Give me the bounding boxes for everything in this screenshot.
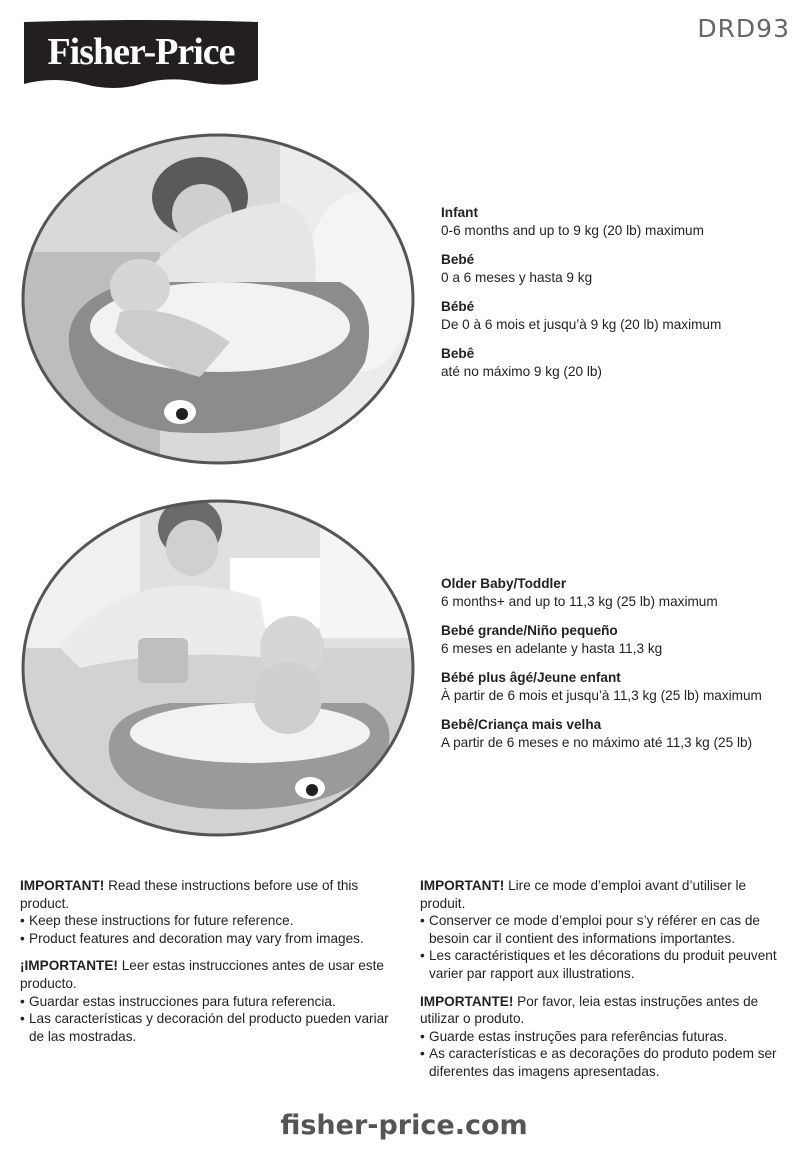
weight-title: Bebê/Criança mais velha: [441, 717, 602, 732]
toddler-weight-limits: [441, 575, 762, 763]
weight-detail: De 0 à 6 mois et jusqu’à 9 kg (20 lb) maximum: [441, 317, 722, 332]
weight-title: Bebê: [441, 346, 475, 361]
important-notices-right: [420, 877, 794, 1091]
weight-group-en: [441, 575, 762, 611]
important-bullets: [20, 993, 390, 1046]
important-heading: ¡IMPORTANTE!: [20, 958, 118, 974]
logo-text: Fisher-Price: [47, 31, 235, 73]
weight-group-pt: [441, 716, 762, 752]
important-lead-text: Lire ce mode d’emploi avant d’utiliser le produit.: [420, 878, 747, 911]
toddler-bath-photo: [20, 498, 416, 838]
important-bullets: [20, 912, 390, 947]
weight-title: Older Baby/Toddler: [441, 576, 567, 591]
bullet-item: • Les caractéristiques et les décorations du produit peuvent varier par rapport aux illustrations.: [420, 947, 794, 982]
important-pt: [420, 993, 794, 1081]
bullet-item: • Guarde estas instruções para referências futuras.: [420, 1028, 794, 1046]
important-notices-left: [20, 877, 390, 1055]
important-lead: [420, 877, 794, 912]
weight-group-en: [441, 204, 721, 240]
important-es: [20, 957, 390, 1045]
weight-title: Bebé grande/Niño pequeño: [441, 623, 618, 638]
important-lead-text: Read these instructions before use of this product.: [20, 878, 359, 911]
weight-detail: 0 a 6 meses y hasta 9 kg: [441, 270, 593, 285]
weight-group-fr: [441, 669, 762, 705]
infant-bath-photo: [20, 132, 416, 466]
bullet-item: • Las características y decoración del producto pueden variar de las mostradas.: [20, 1010, 390, 1045]
bullet-item: • As características e as decorações do produto podem ser diferentes das imagens apresentadas.: [420, 1045, 794, 1080]
important-heading: IMPORTANT!: [420, 878, 505, 893]
bullet-item: • Conserver ce mode d’emploi pour s’y référer en cas de besoin car il contient des informations importantes.: [420, 912, 794, 947]
important-bullets: [420, 1028, 794, 1081]
important-lead-text: Por favor, leia estas instruções antes de utilizar o produto.: [420, 993, 759, 1027]
weight-group-fr: [441, 298, 721, 334]
infant-weight-limits: [441, 204, 721, 392]
mother-bathing-toddler-illustration: [20, 498, 416, 838]
important-heading: IMPORTANTE!: [420, 993, 514, 1009]
weight-detail: À partir de 6 mois et jusqu’à 11,3 kg (25 lb) maximum: [441, 688, 762, 703]
weight-detail: 0-6 months and up to 9 kg (20 lb) maximum: [441, 223, 704, 238]
weight-group-es: [441, 622, 762, 658]
weight-title: Bebé: [441, 252, 475, 267]
bullet-item: • Guardar estas instrucciones para futura referencia.: [20, 993, 390, 1011]
important-lead: [20, 877, 390, 912]
weight-detail: 6 meses en adelante y hasta 11,3 kg: [441, 641, 663, 656]
website-link[interactable]: fisher-price.com: [280, 1110, 528, 1141]
weight-detail: até no máximo 9 kg (20 lb): [441, 364, 602, 379]
model-number: DRD93: [697, 14, 790, 43]
important-heading: IMPORTANT!: [20, 878, 105, 893]
important-lead-text: Leer estas instrucciones antes de usar este producto.: [20, 958, 384, 991]
important-fr: [420, 877, 794, 983]
bullet-item: • Product features and decoration may vary from images.: [20, 930, 390, 948]
bullet-item: • Keep these instructions for future reference.: [20, 912, 390, 930]
weight-group-es: [441, 251, 721, 287]
important-lead: [20, 957, 390, 992]
important-en: [20, 877, 390, 947]
weight-group-pt: [441, 345, 721, 381]
weight-detail: 6 months+ and up to 11,3 kg (25 lb) maximum: [441, 594, 718, 609]
mother-bathing-infant-illustration: [20, 132, 416, 466]
weight-title: Bébé plus âgé/Jeune enfant: [441, 670, 621, 685]
important-bullets: [420, 912, 794, 982]
fisher-price-logo: [18, 18, 264, 96]
weight-detail: A partir de 6 meses e no máximo até 11,3 kg (25 lb): [441, 735, 753, 750]
weight-title: Bébé: [441, 299, 475, 314]
weight-title: Infant: [441, 205, 478, 220]
important-lead: [420, 993, 794, 1028]
